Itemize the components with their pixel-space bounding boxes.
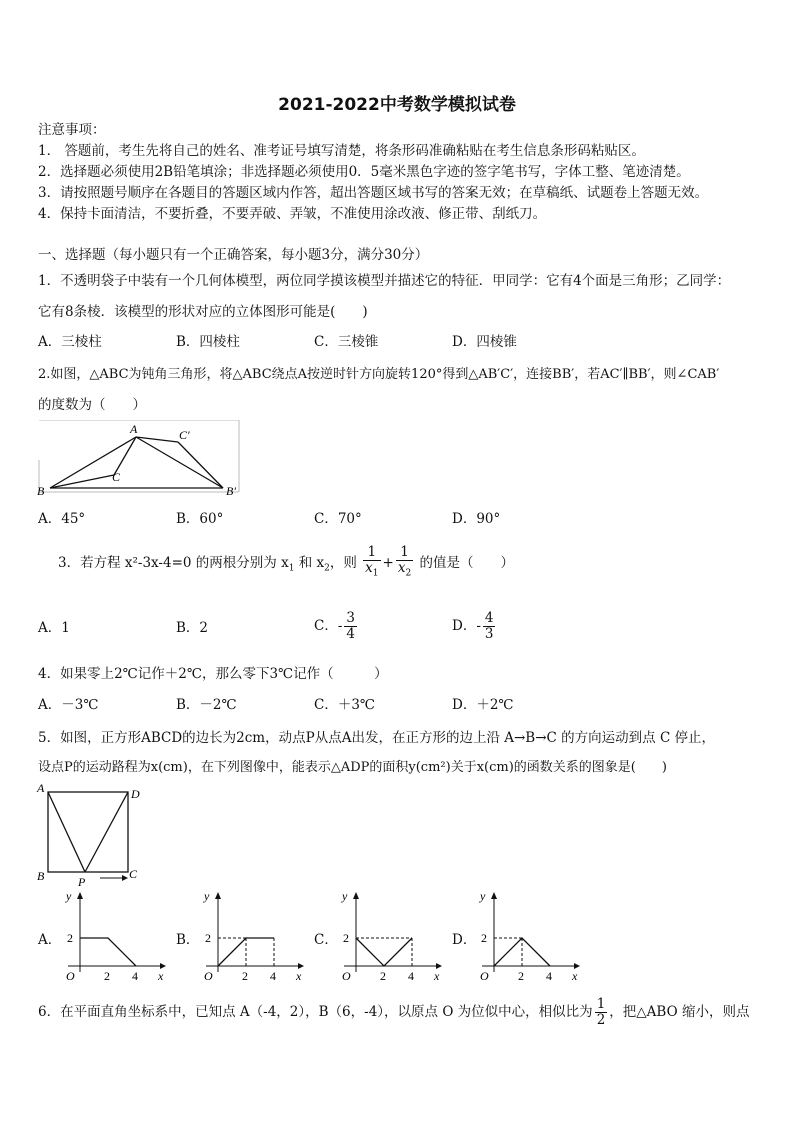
q3-text <box>58 545 514 586</box>
origin-label: O <box>480 969 489 982</box>
q3-prefix: 3．若方程 x²-3x-4=0 的两根分别为 x <box>58 554 289 571</box>
y-axis-label: y <box>66 889 72 903</box>
q2-label-b-prime: B′ <box>226 484 236 498</box>
q1-option-a: A．三棱柱 <box>38 334 102 350</box>
q6-text <box>38 993 749 1031</box>
q5-text-line2: 设点P的运动路程为x(cm)，在下列图像中，能表示△ADP的面积y(cm²)关于x(cm)的函数关系的图象是( ) <box>38 760 667 775</box>
q4-option-a: A．－3℃ <box>38 697 99 713</box>
origin-label: O <box>66 969 75 982</box>
q5-label-p: P <box>78 875 86 888</box>
q6-fraction <box>595 997 608 1028</box>
q5-option-c: C． <box>314 932 338 948</box>
q3-frac2-den: x <box>397 560 406 576</box>
x-axis-label: x <box>296 969 302 982</box>
notice-heading: 注意事项： <box>38 122 106 138</box>
y-axis-arrow-icon <box>353 892 359 899</box>
x-tick-2: 2 <box>518 969 524 982</box>
q3-frac1-num: 1 <box>363 545 380 561</box>
y-axis-arrow-icon <box>215 892 221 899</box>
q3-frac2-sub: 2 <box>405 568 412 579</box>
q1-option-b: B．四棱柱 <box>176 334 240 350</box>
function-curve <box>356 938 412 966</box>
q2-text-line1: 2.如图，△ABC为钝角三角形，将△ABC绕点A按逆时针方向旋转120°得到△AB′C′，连接BB′，若AC′∥BB′，则∠CAB′ <box>38 367 720 382</box>
y-tick-2: 2 <box>67 931 73 945</box>
q5-graph-c <box>334 886 446 982</box>
q2-option-b: B．60° <box>176 511 224 527</box>
y-tick-2: 2 <box>205 931 211 945</box>
q4-option-b: B．－2℃ <box>176 697 237 713</box>
y-axis-arrow-icon <box>77 892 83 899</box>
q3-frac1-sub: 1 <box>372 568 379 579</box>
y-axis-label: y <box>204 889 210 903</box>
notice-item-4: 4．保持卡面清洁，不要折叠，不要弄破、弄皱，不准使用涂改液、修正带、刮纸刀。 <box>38 206 547 222</box>
q3-suffix: 的值是（ ） <box>419 554 514 571</box>
q3-option-c-den: 4 <box>346 626 355 642</box>
q5-graph-b <box>196 886 308 982</box>
x-tick-4: 4 <box>546 969 552 982</box>
q1-option-c: C．三棱锥 <box>314 334 379 350</box>
x-axis-label: x <box>158 969 164 982</box>
notice-item-3: 3．请按照题号顺序在各题目的答题区域内作答，超出答题区域书写的答案无效；在草稿纸、试题卷上答题无效。 <box>38 185 709 201</box>
q5-square-figure <box>34 780 146 888</box>
q2-label-c: C <box>112 470 121 484</box>
q3-option-c <box>314 606 359 646</box>
q4-option-c: C．＋3℃ <box>314 697 376 713</box>
notice-item-2: 2．选择题必须使用2B铅笔填涂；非选择题必须使用0．5毫米黑色字迹的签字笔书写，字体工整、笔迹清楚。 <box>38 164 690 180</box>
q2-label-b: B <box>37 484 45 498</box>
q6-text-a: 6．在平面直角坐标系中，已知点 A（-4，2），B（6，-4），以原点 O 为位似中心，相似比为 <box>38 1004 593 1020</box>
q3-option-d-prefix: D．- <box>452 618 481 634</box>
notice-item-1: 1． 答题前，考生先将自己的姓名、准考证号填写清楚，将条形码准确粘贴在考生信息条形码粘贴区。 <box>38 143 645 159</box>
y-axis-label: y <box>480 889 486 903</box>
q5-option-b: B． <box>176 932 200 948</box>
q5-graph-a <box>58 886 170 982</box>
x-tick-4: 4 <box>408 969 414 982</box>
x-tick-4: 4 <box>132 969 138 982</box>
q2-option-d: D．90° <box>452 511 501 527</box>
q3-option-b: B．2 <box>176 620 209 636</box>
q3-option-c-num: 3 <box>346 610 355 626</box>
y-tick-2: 2 <box>343 931 349 945</box>
q3-mid2: ，则 <box>329 554 357 571</box>
origin-label: O <box>342 969 351 982</box>
q6-text-b: ，把△ABO 缩小，则点 <box>609 1004 750 1020</box>
y-axis-arrow-icon <box>491 892 497 899</box>
q3-fraction-2 <box>396 545 413 582</box>
x-tick-2: 2 <box>380 969 386 982</box>
q3-fraction-1 <box>363 545 380 582</box>
origin-label: O <box>204 969 213 982</box>
q3-sub-2: 2 <box>324 563 330 574</box>
q1-text-line1: 1．不透明袋子中装有一个几何体模型，两位同学摸该模型并描述它的特征．甲同学：它有4个面是三角形；乙同学： <box>38 273 731 289</box>
q3-frac1-den: x <box>365 560 373 576</box>
q3-option-a: A．1 <box>38 620 70 636</box>
q6-frac-den: 2 <box>596 1012 606 1028</box>
q5-label-a: A <box>37 781 45 795</box>
q5-label-c: C <box>129 867 138 881</box>
q6-frac-num: 1 <box>596 996 606 1012</box>
q2-label-c-prime: C′ <box>179 428 190 442</box>
q3-sub-1: 1 <box>288 563 295 574</box>
q2-text-line2: 的度数为（ ） <box>38 397 146 413</box>
q3-option-d-num: 4 <box>484 610 494 626</box>
q5-option-a: A． <box>38 932 62 948</box>
section-heading: 一、选择题（每小题只有一个正确答案，每小题3分，满分30分） <box>38 247 429 263</box>
q4-text: 4．如果零上2℃记作＋2℃，那么零下3℃记作（ ） <box>38 666 388 682</box>
q2-option-c: C．70° <box>314 511 362 527</box>
x-axis-label: x <box>572 969 578 982</box>
q3-frac2-num: 1 <box>396 545 413 561</box>
q3-option-d-den: 3 <box>484 626 494 642</box>
q5-graph-d <box>472 886 584 982</box>
q5-label-b: B <box>37 869 45 883</box>
q2-triangle-figure <box>34 420 244 502</box>
function-curve <box>80 938 136 966</box>
function-curve <box>494 938 550 966</box>
q1-option-d: D．四棱锥 <box>452 334 517 350</box>
q5-option-d: D． <box>452 932 477 948</box>
q3-plus: + <box>382 554 394 571</box>
q2-label-a: A <box>130 422 138 436</box>
x-tick-4: 4 <box>270 969 276 982</box>
q2-option-a: A．45° <box>38 511 86 527</box>
q3-mid1: 和 x <box>298 554 325 571</box>
function-curve <box>218 938 274 966</box>
x-tick-2: 2 <box>242 969 248 982</box>
q3-option-c-prefix: C．- <box>314 618 343 634</box>
page-title: 2021-2022中考数学模拟试卷 <box>278 95 516 115</box>
y-axis-label: y <box>342 889 348 903</box>
q5-text-line1: 5．如图，正方形ABCD的边长为2cm，动点P从点A出发，在正方形的边上沿 A→B→C 的方向运动到点 C 停止， <box>38 730 716 746</box>
q4-option-d: D．＋2℃ <box>452 697 514 713</box>
y-tick-2: 2 <box>481 931 487 945</box>
q3-option-d <box>452 606 497 646</box>
x-axis-label: x <box>434 969 440 982</box>
x-tick-2: 2 <box>104 969 110 982</box>
q5-label-d: D <box>131 787 140 801</box>
q1-text-line2: 它有8条棱．该模型的形状对应的立体图形可能是( ) <box>38 304 368 320</box>
